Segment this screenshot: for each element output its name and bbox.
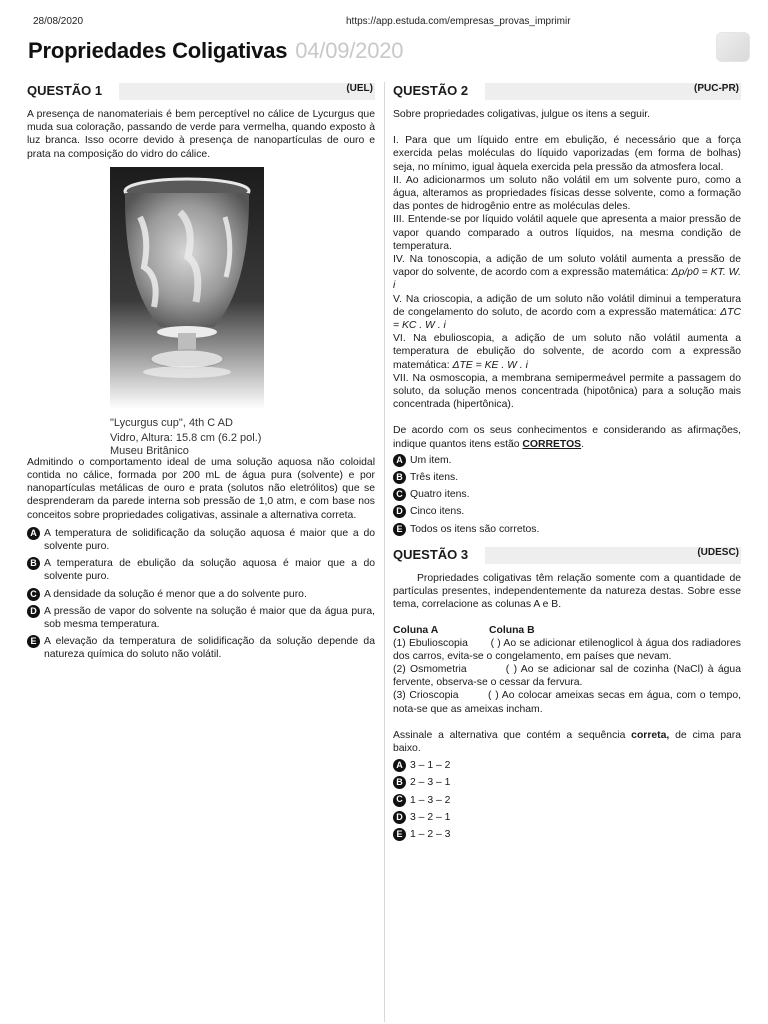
question-number: QUESTÃO 2 xyxy=(393,83,469,98)
option-letter-badge: E xyxy=(27,635,40,648)
column-divider xyxy=(384,82,385,1022)
title-text: Propriedades Coligativas xyxy=(28,38,288,63)
option-d[interactable] xyxy=(393,811,741,824)
lycurgus-cup-photo xyxy=(110,167,264,409)
question-2-options xyxy=(393,454,741,536)
question-3-options xyxy=(393,759,741,841)
option-d[interactable] xyxy=(393,505,741,518)
item-text: VI. Na ebulioscopia, a adição de um soluto não volátil aumenta a temperatura de ebulição do solvente, de acordo com a expressão matemática: xyxy=(393,333,741,371)
column-b-label: Coluna B xyxy=(489,624,535,636)
option-text: Quatro itens. xyxy=(410,489,470,501)
option-text: A pressão de vapor do solvente na solução é maior que da água pura, sob mesma temperatura. xyxy=(44,605,375,631)
option-e[interactable] xyxy=(27,635,375,661)
option-text: 3 – 1 – 2 xyxy=(410,760,451,772)
question-source: (UDESC) xyxy=(697,546,739,558)
option-letter-badge: B xyxy=(27,557,40,570)
question-2-stem xyxy=(393,424,741,450)
question-2-intro: Sobre propriedades coligativas, julgue os itens a seguir. xyxy=(393,109,651,120)
left-column xyxy=(27,80,375,666)
page-title xyxy=(28,38,403,64)
option-b[interactable] xyxy=(393,776,741,789)
column-a-label: Coluna A xyxy=(393,624,439,636)
formula: ΔTC = KC . W . i xyxy=(393,306,741,332)
option-letter-badge: A xyxy=(393,759,406,772)
stem-emphasis: correta, xyxy=(631,729,670,741)
question-1-header xyxy=(27,80,375,100)
option-text: 2 – 3 – 1 xyxy=(410,777,451,789)
option-letter-badge: D xyxy=(393,811,406,824)
stem-text: de cima para baixo. xyxy=(393,729,742,754)
caption-line: Museu Britânico xyxy=(110,444,189,457)
option-a[interactable] xyxy=(27,527,375,553)
option-letter-badge: B xyxy=(393,471,406,484)
option-letter-badge: E xyxy=(393,828,406,841)
option-letter-badge: C xyxy=(393,794,406,807)
question-3-stem xyxy=(393,729,741,755)
formula: Δp/p0 = KT. W. i xyxy=(393,267,741,292)
question-number: QUESTÃO 3 xyxy=(393,546,469,562)
match-row: (3) Crioscopia ( ) Ao colocar ameixas secas em água, com o tempo, nota-se que as ameixas incham. xyxy=(393,690,744,715)
option-c[interactable] xyxy=(393,488,741,501)
option-letter-badge: B xyxy=(393,776,406,789)
option-text: A temperatura de solidificação da solução aquosa é maior que a do solvente puro. xyxy=(44,527,375,553)
match-row: (1) Ebulioscopia ( ) Ao se adicionar etilenoglicol à água dos radiadores dos carros, evita-se o congelamento, em países que nevam. xyxy=(393,637,744,662)
option-text: 1 – 3 – 2 xyxy=(410,794,451,806)
option-letter-badge: D xyxy=(27,605,40,618)
option-e[interactable] xyxy=(393,828,741,841)
option-text: A elevação da temperatura de solidificação da solução depende da natureza química do soluto não volátil. xyxy=(44,636,375,661)
print-date: 28/08/2020 xyxy=(33,16,84,27)
photo-caption xyxy=(110,416,375,457)
question-3-intro: Propriedades coligativas têm relação somente com a quantidade de partículas presentes, independentemente da natureza destas. Sobre esse tema, correlacione as colunas A e B. xyxy=(393,572,741,611)
option-letter-badge: A xyxy=(27,527,40,540)
option-text: A densidade da solução é menor que a do solvente puro. xyxy=(44,588,307,600)
item-ii: II. Ao adicionarmos um soluto não volátil em um solvente puro, como a água, alteramos as propriedades físicas desse solvente, como a formação das pontes de hidrogênio entre as moléculas deles. xyxy=(393,174,741,213)
question-source: (PUC-PR) xyxy=(694,83,739,94)
option-c[interactable] xyxy=(393,794,741,807)
option-letter-badge: C xyxy=(393,488,406,501)
formula: ΔTE = KE . W . i xyxy=(452,359,528,371)
item-iii: III. Entende-se por líquido volátil aquele que apresenta a maior pressão de vapor quando comparado a outros líquidos, na mesma condição de temperatura. xyxy=(393,214,741,252)
option-e[interactable] xyxy=(393,523,741,536)
stem-text: Assinale a alternativa que contém a sequência xyxy=(393,729,626,741)
question-1-stem: Admitindo o comportamento ideal de uma solução aquosa não coloidal contida no cálice, formada por 200 mL de água pura (solvente) e por nanopartículas metálicas de ouro e prata (solutos não eletrólitos) que se desprenderam da parede interna sob pressão de 1,0 atm, e com base nos conceitos sobre propriedades coligativas, assinale a alternativa correta. xyxy=(27,456,375,521)
item-text: IV. Na tonoscopia, a adição de um soluto volátil aumenta a pressão de vapor do solvente, de acordo com a expressão matemática: xyxy=(393,254,741,279)
item-i: I. Para que um líquido entre em ebulição, é necessário que a força exercida pelas moléculas do líquido vaporizadas (em forma de bolhas) seja, no mínimo, igual àquela exercida pela pressão da atmosfera local. xyxy=(393,135,741,173)
option-b[interactable] xyxy=(27,557,375,583)
match-row: (2) Osmometria ( ) Ao se adicionar sal de cozinha (NaCl) à água fervente, observa-se o cessar da fervura. xyxy=(393,663,744,689)
question-source: (UEL) xyxy=(346,83,373,94)
option-text: Três itens. xyxy=(410,472,459,484)
item-vii: VII. Na osmoscopia, a membrana semipermeável permite a passagem do soluto, da solução menos concentrada (hipotônica) para a solução mais concentrada (hipertônica). xyxy=(393,372,741,411)
print-header xyxy=(33,16,735,30)
stem-emphasis: CORRETOS xyxy=(522,438,582,450)
caption-line: "Lycurgus cup", 4th C AD xyxy=(110,416,233,429)
question-1-intro: A presença de nanomateriais é bem perceptível no cálice de Lycurgus que muda sua coloração, passando de verde para vermelha, quando exposto à luz branca. Isso ocorre devido à presença de nanopartículas de ouro e prata na composição do vidro do cálice. xyxy=(27,109,375,160)
spacer xyxy=(393,121,741,134)
option-d[interactable] xyxy=(27,605,375,631)
option-letter-badge: D xyxy=(393,505,406,518)
right-column xyxy=(393,80,744,845)
logo-icon xyxy=(716,32,750,62)
option-text: Cinco itens. xyxy=(410,506,465,518)
option-letter-badge: E xyxy=(393,523,406,536)
option-text: 1 – 2 – 3 xyxy=(410,828,451,840)
question-1-options xyxy=(27,527,375,662)
option-text: A temperatura de ebulição da solução aquosa é maior que a do solvente puro. xyxy=(44,558,375,583)
spacer xyxy=(393,716,741,729)
question-3-header xyxy=(393,544,741,564)
item-v xyxy=(393,293,741,333)
option-text: Todos os itens são corretos. xyxy=(410,523,540,535)
option-letter-badge: C xyxy=(27,588,40,601)
option-c[interactable] xyxy=(27,588,375,601)
stem-text: De acordo com os seus conhecimentos e considerando as afirmações, indique quantos itens estão xyxy=(393,425,741,450)
title-date: 04/09/2020 xyxy=(295,38,404,63)
print-url: https://app.estuda.com/empresas_provas_imprimir xyxy=(346,16,571,27)
option-text: 3 – 2 – 1 xyxy=(410,811,451,823)
question-2-header xyxy=(393,80,741,100)
option-b[interactable] xyxy=(393,471,741,484)
option-a[interactable] xyxy=(393,454,741,467)
item-vi xyxy=(393,332,741,372)
option-text: Um item. xyxy=(410,454,452,466)
option-a[interactable] xyxy=(393,759,741,772)
header-bar xyxy=(119,83,375,100)
item-iv xyxy=(393,253,741,293)
spacer xyxy=(393,411,741,424)
question-number: QUESTÃO 1 xyxy=(27,83,103,98)
item-text: V. Na crioscopia, a adição de um soluto não volátil diminui a temperatura de congelamento do soluto, de acordo com a expressão matemática: xyxy=(393,293,741,318)
option-letter-badge: A xyxy=(393,454,406,467)
stem-text: . xyxy=(581,438,584,450)
column-headers xyxy=(393,624,741,637)
caption-line: Vidro, Altura: 15.8 cm (6.2 pol.) xyxy=(110,431,262,444)
